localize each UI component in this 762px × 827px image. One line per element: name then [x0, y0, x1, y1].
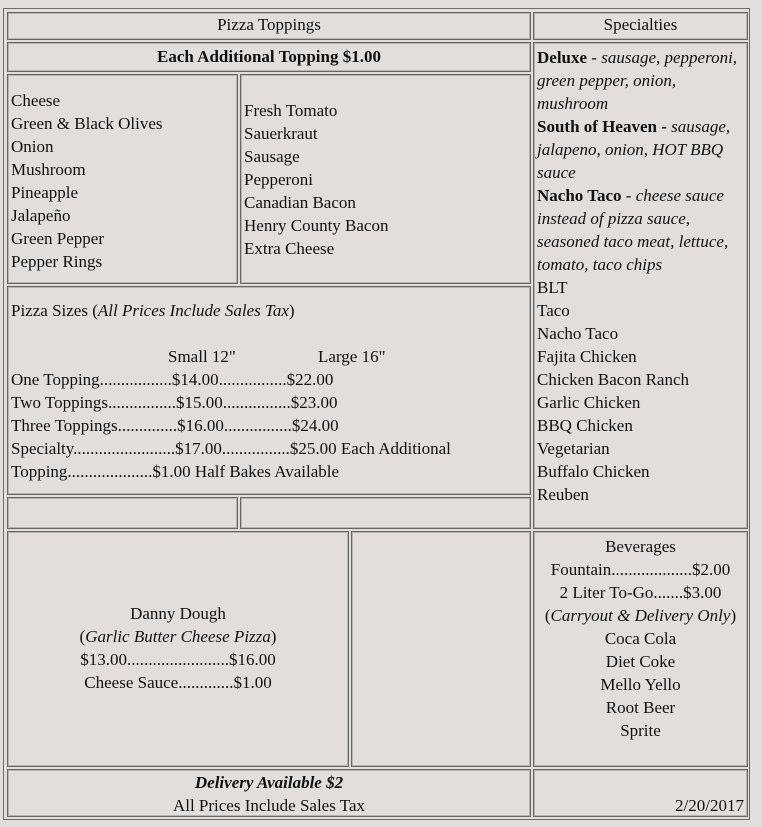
- two-liter-price: 2 Liter To-Go.......$3.00: [559, 583, 722, 602]
- pizza-sizes-close: ): [288, 301, 295, 320]
- pizza-sizes-columns: [11, 345, 530, 368]
- beverage-item: Root Beer: [605, 698, 676, 717]
- danny-dough: [7, 531, 349, 767]
- paren-open: (: [544, 606, 551, 625]
- each-additional-topping: [7, 42, 531, 72]
- beverage-item: Mello Yello: [600, 675, 681, 694]
- each-additional-topping-text: Each Additional Topping $1.00: [157, 47, 381, 66]
- toppings-header-label: Pizza Toppings: [217, 15, 321, 34]
- topping-item: Pepper Rings: [11, 252, 103, 271]
- topping-item: Cheese: [11, 91, 61, 110]
- specialty-item: Taco: [537, 301, 570, 320]
- topping-item: Pepperoni: [244, 170, 313, 189]
- empty-cell: [240, 497, 531, 529]
- specialty-name: South of Heaven: [537, 117, 657, 136]
- paren-close: ): [730, 606, 737, 625]
- specialty-item: BLT: [537, 278, 568, 297]
- pizza-sizes-label: Pizza Sizes (: [11, 301, 98, 320]
- specialties-header: [533, 12, 748, 40]
- pizza-sizes-title: [11, 299, 530, 322]
- topping-item: Sauerkraut: [244, 124, 318, 143]
- beverage-item: Diet Coke: [605, 652, 676, 671]
- specialty-separator: -: [587, 48, 602, 67]
- specialty-item: Chicken Bacon Ranch: [537, 370, 690, 389]
- topping-item: Green & Black Olives: [11, 114, 163, 133]
- paren-open: (: [79, 627, 86, 646]
- topping-item: Mushroom: [11, 160, 86, 179]
- menu-table: [3, 8, 750, 820]
- specialty-item: Reuben: [537, 485, 589, 504]
- specialties-list: [533, 42, 748, 529]
- topping-item: Henry County Bacon: [244, 216, 389, 235]
- topping-item: Extra Cheese: [244, 239, 335, 258]
- danny-dough-subtitle-line: [8, 625, 348, 648]
- danny-dough-prices: $13.00........................$16.00: [80, 650, 276, 669]
- specialty-name: Deluxe: [537, 48, 588, 67]
- footer-delivery: [7, 769, 531, 817]
- specialty-nacho-taco: [537, 184, 747, 276]
- specialty-description: sausage, jalapeno, onion, HOT BBQ sauce: [537, 117, 731, 182]
- price-row: One Topping.................$14.00................$22.00: [11, 370, 334, 389]
- toppings-list-left: [7, 74, 238, 284]
- price-row: Specialty........................$17.00................$25.00 Each Additional: [11, 439, 451, 458]
- specialty-description: sausage, pepperoni, green pepper, onion, mushroom: [537, 48, 738, 113]
- specialties-header-label: Specialties: [603, 15, 678, 34]
- fountain-price: Fountain...................$2.00: [550, 560, 731, 579]
- topping-item: Fresh Tomato: [244, 101, 338, 120]
- pizza-sizes: [7, 286, 531, 495]
- topping-item: Canadian Bacon: [244, 193, 356, 212]
- toppings-list-right: [240, 74, 531, 284]
- price-row: Two Toppings................$15.00................$23.00: [11, 393, 338, 412]
- size-large-label: Large 16": [318, 347, 386, 366]
- specialty-deluxe: [537, 46, 747, 115]
- delivery-text: Delivery Available $2: [194, 773, 344, 792]
- danny-dough-title: Danny Dough: [130, 604, 226, 623]
- specialty-south-of-heaven: [537, 115, 747, 184]
- empty-cell: [7, 497, 238, 529]
- size-small-label: Small 12": [168, 347, 236, 366]
- specialty-item: Garlic Chicken: [537, 393, 641, 412]
- specialty-separator: -: [621, 186, 636, 205]
- footer-date: [533, 769, 748, 817]
- date-text: 2/20/2017: [675, 796, 744, 815]
- beverages-title: Beverages: [605, 537, 676, 556]
- beverages: [533, 531, 748, 767]
- danny-dough-subtitle: Garlic Butter Cheese Pizza: [85, 627, 271, 646]
- beverage-item: Sprite: [620, 721, 661, 740]
- specialty-item: BBQ Chicken: [537, 416, 633, 435]
- topping-item: Jalapeño: [11, 206, 71, 225]
- specialty-name: Nacho Taco: [537, 186, 622, 205]
- specialty-item: Nacho Taco: [537, 324, 619, 343]
- price-row: Topping....................$1.00 Half Bakes Available: [11, 462, 340, 481]
- tax-note: All Prices Include Sales Tax: [172, 796, 366, 815]
- cheese-sauce-price: Cheese Sauce.............$1.00: [84, 673, 272, 692]
- price-row: Three Toppings..............$16.00................$24.00: [11, 416, 339, 435]
- topping-item: Pineapple: [11, 183, 79, 202]
- specialty-item: Fajita Chicken: [537, 347, 637, 366]
- specialty-item: Buffalo Chicken: [537, 462, 650, 481]
- empty-cell: [351, 531, 531, 767]
- specialty-item: Vegetarian: [537, 439, 610, 458]
- specialty-description: cheese sauce instead of pizza sauce, seasoned taco meat, lettuce, tomato, taco chips: [537, 186, 729, 274]
- beverage-item: Coca Cola: [604, 629, 677, 648]
- carryout-text: Carryout & Delivery Only: [550, 606, 731, 625]
- pizza-sizes-note: All Prices Include Sales Tax: [97, 301, 289, 320]
- carryout-note: [534, 604, 747, 627]
- topping-item: Sausage: [244, 147, 300, 166]
- toppings-header: [7, 12, 531, 40]
- specialty-separator: -: [656, 117, 672, 136]
- topping-item: Onion: [11, 137, 54, 156]
- spacer: [11, 322, 530, 345]
- paren-close: ): [270, 627, 277, 646]
- topping-item: Green Pepper: [11, 229, 104, 248]
